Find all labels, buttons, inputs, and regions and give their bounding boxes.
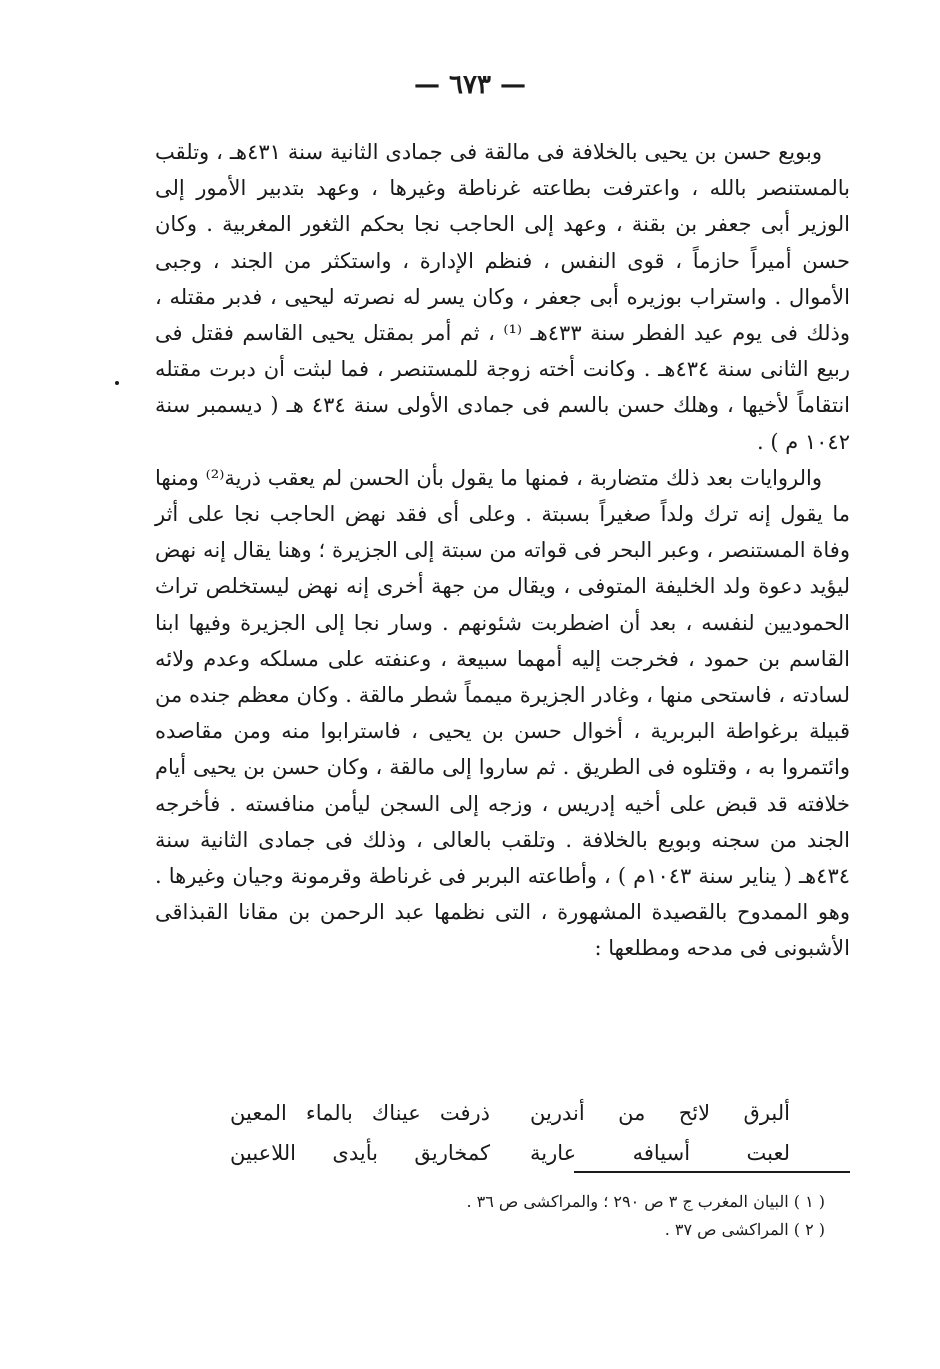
poem-hemistich-first: لعبت أسيافه عارية: [530, 1141, 790, 1165]
margin-dot: [115, 381, 119, 385]
poem-verse-1: [230, 1093, 790, 1133]
poem-hemistich-second: كمخاريق بأيدى اللاعبين: [230, 1141, 490, 1165]
paragraph-2: والروايات بعد ذلك متضاربة ، فمنها ما يقول بأن الحسن لم يعقب ذرية⁽²⁾ ومنها ما يقول إنه ترك ولداً صغيراً بسبتة . وعلى أى فقد نهض الحاجب نجا على أثر وفاة المستنصر ، وعبر البحر فى قواته من سبتة إلى الجزيرة ؛ وهنا يقال إنه نهض ليؤيد دعوة ولد الخليفة المتوفى ، ويقال من جهة أخرى إنه نهض ليستخلص تراث الحموديين لنفسه ، بعد أن اضطربت شئونهم . وسار نجا إلى الجزيرة وفيها ابنا القاسم بن حمود ، فخرجت إليه أمهما سبيعة ، وعنفته على مسلكه وعدم ولائه لسادته ، فاستحى منها ، وغادر الجزيرة ميمماً شطر مالقة . وكان معظم جنده من قبيلة برغواطة البربرية ، أخوال حسن بن يحيى ، فاسترابوا منه ومن مقاصده وائتمروا به ، وقتلوه فى الطريق . ثم ساروا إلى مالقة ، وكان حسن بن يحيى أيام خلافته قد قبض على أخيه إدريس ، وزجه إلى السجن ليأمن منافسته . فأخرجه الجند من سجنه وبويع بالخلافة . وتلقب بالعالى ، وذلك فى جمادى الثانية سنة ٤٣٤هـ ( يناير سنة ١٠٤٣م ) ، وأطاعته البربر فى غرناطة وقرمونة وجيان وغيرها . وهو الممدوح بالقصيدة المشهورة ، التى نظمها عبد الرحمن بن مقانا القبذاقى الأشبونى فى مدحه ومطلعها :: [155, 465, 851, 961]
body-text: [155, 134, 850, 967]
footnote-separator: [574, 1171, 850, 1173]
poem-hemistich-first: ألبرق لائح من أندرين: [530, 1101, 790, 1125]
poem-verse-2: [230, 1133, 790, 1173]
page-number: — ٦٧٣ —: [413, 70, 527, 100]
footnote-2: ( ٢ ) المراكشى ص ٣٧ .: [664, 1220, 825, 1239]
footnote-1: ( ١ ) البيان المغرب ج ٣ ص ٢٩٠ ؛ والمراكشى ص ٣٦ .: [466, 1192, 825, 1211]
footnotes: [300, 1188, 825, 1244]
paragraph-1: وبويع حسن بن يحيى بالخلافة فى مالقة فى جمادى الثانية سنة ٤٣١هـ ، وتلقب بالمستنصر بالله ، واعترفت بطاعته غرناطة وغيرها ، وعهد بتدبير الأمور إلى الوزير أبى جعفر بن بقنة ، وعهد إلى الحاجب نجا بحكم الثغور المغربية . وكان حسن أميراً حازماً ، قوى النفس ، فنظم الإدارة ، واستكثر من الجند ، وجبى الأموال . واستراب بوزيره أبى جعفر ، وكان يسر له نصرته ليحيى ، فدبر مقتله ، وذلك فى يوم عيد الفطر سنة ٤٣٣هـ ⁽¹⁾ ، ثم أمر بمقتل يحيى القاسم فقتل فى ربيع الثانى سنة ٤٣٤هـ . وكانت أخته زوجة للمستنصر ، فما لبثت أن دبرت مقتله انتقاماً لأخيها ، وهلك حسن بالسم فى جمادى الأولى سنة ٤٣٤ هـ ( ديسمبر سنة ١٠٤٢ م ) .: [155, 140, 851, 454]
poem-hemistich-second: ذرفت عيناك بالماء المعين: [230, 1101, 490, 1125]
poem: [230, 1093, 790, 1173]
